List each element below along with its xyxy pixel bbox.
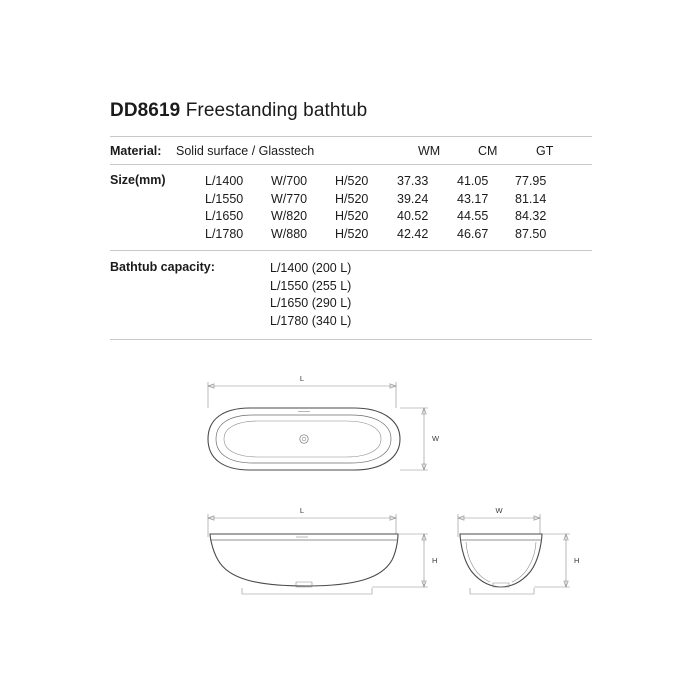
front-view-height-label: H bbox=[432, 556, 438, 565]
spec-table bbox=[110, 100, 592, 340]
capacity-row bbox=[110, 251, 592, 339]
list-item: L/1780 (340 L) bbox=[270, 313, 352, 328]
list-item: L/1550 (255 L) bbox=[270, 278, 352, 293]
size-gt: 87.50 bbox=[515, 226, 547, 241]
size-height: H/520 bbox=[335, 226, 369, 241]
table-row bbox=[205, 226, 592, 244]
size-length: L/1400 bbox=[205, 174, 244, 188]
material-row bbox=[110, 137, 592, 164]
size-height: H/520 bbox=[335, 209, 369, 223]
size-table bbox=[205, 173, 592, 243]
size-wm: 39.24 bbox=[397, 191, 429, 206]
table-row bbox=[205, 191, 592, 209]
size-gt: 84.32 bbox=[515, 209, 547, 223]
size-wm: 42.42 bbox=[397, 226, 429, 241]
size-row bbox=[110, 165, 592, 250]
top-view-width-label: W bbox=[432, 434, 440, 443]
drawing-top-view bbox=[208, 374, 440, 470]
size-length: L/1650 bbox=[205, 209, 244, 223]
front-view-length-label: L bbox=[299, 506, 305, 515]
column-header-gt: GT bbox=[536, 144, 554, 158]
size-label: Size(mm) bbox=[110, 173, 166, 187]
drawing-side-view bbox=[458, 506, 579, 594]
size-width: W/820 bbox=[271, 209, 308, 223]
size-width: W/880 bbox=[271, 226, 308, 241]
size-height: H/520 bbox=[335, 191, 369, 206]
size-gt: 81.14 bbox=[515, 191, 547, 206]
side-view-width-label: W bbox=[495, 506, 503, 515]
list-item: L/1400 (200 L) bbox=[270, 261, 352, 275]
column-header-wm: WM bbox=[418, 144, 441, 158]
size-cm: 41.05 bbox=[457, 174, 489, 188]
table-row bbox=[205, 208, 592, 226]
size-gt: 77.95 bbox=[515, 174, 547, 188]
capacity-list bbox=[270, 260, 592, 330]
side-view-height-label: H bbox=[574, 556, 580, 565]
product-code: DD8619 bbox=[110, 100, 181, 121]
size-length: L/1550 bbox=[205, 191, 244, 206]
drawing-front-view bbox=[208, 506, 437, 594]
size-width: W/700 bbox=[271, 174, 308, 188]
column-header-cm: CM bbox=[478, 144, 498, 158]
technical-drawings bbox=[110, 362, 592, 622]
top-view-length-label: L bbox=[299, 374, 305, 383]
size-cm: 46.67 bbox=[457, 226, 489, 241]
material-value: Solid surface / Glasstech bbox=[176, 144, 315, 158]
product-name: Freestanding bathtub bbox=[185, 100, 368, 121]
size-length: L/1780 bbox=[205, 226, 244, 241]
size-cm: 44.55 bbox=[457, 209, 489, 223]
size-height: H/520 bbox=[335, 174, 369, 188]
material-label: Material: bbox=[110, 144, 162, 158]
size-wm: 37.33 bbox=[397, 174, 429, 188]
list-item: L/1650 (290 L) bbox=[270, 296, 352, 310]
capacity-label: Bathtub capacity: bbox=[110, 260, 215, 274]
table-row bbox=[205, 173, 592, 191]
page-title bbox=[110, 100, 592, 122]
divider-bottom bbox=[110, 339, 592, 340]
size-wm: 40.52 bbox=[397, 209, 429, 223]
size-width: W/770 bbox=[271, 191, 308, 206]
size-cm: 43.17 bbox=[457, 191, 489, 206]
